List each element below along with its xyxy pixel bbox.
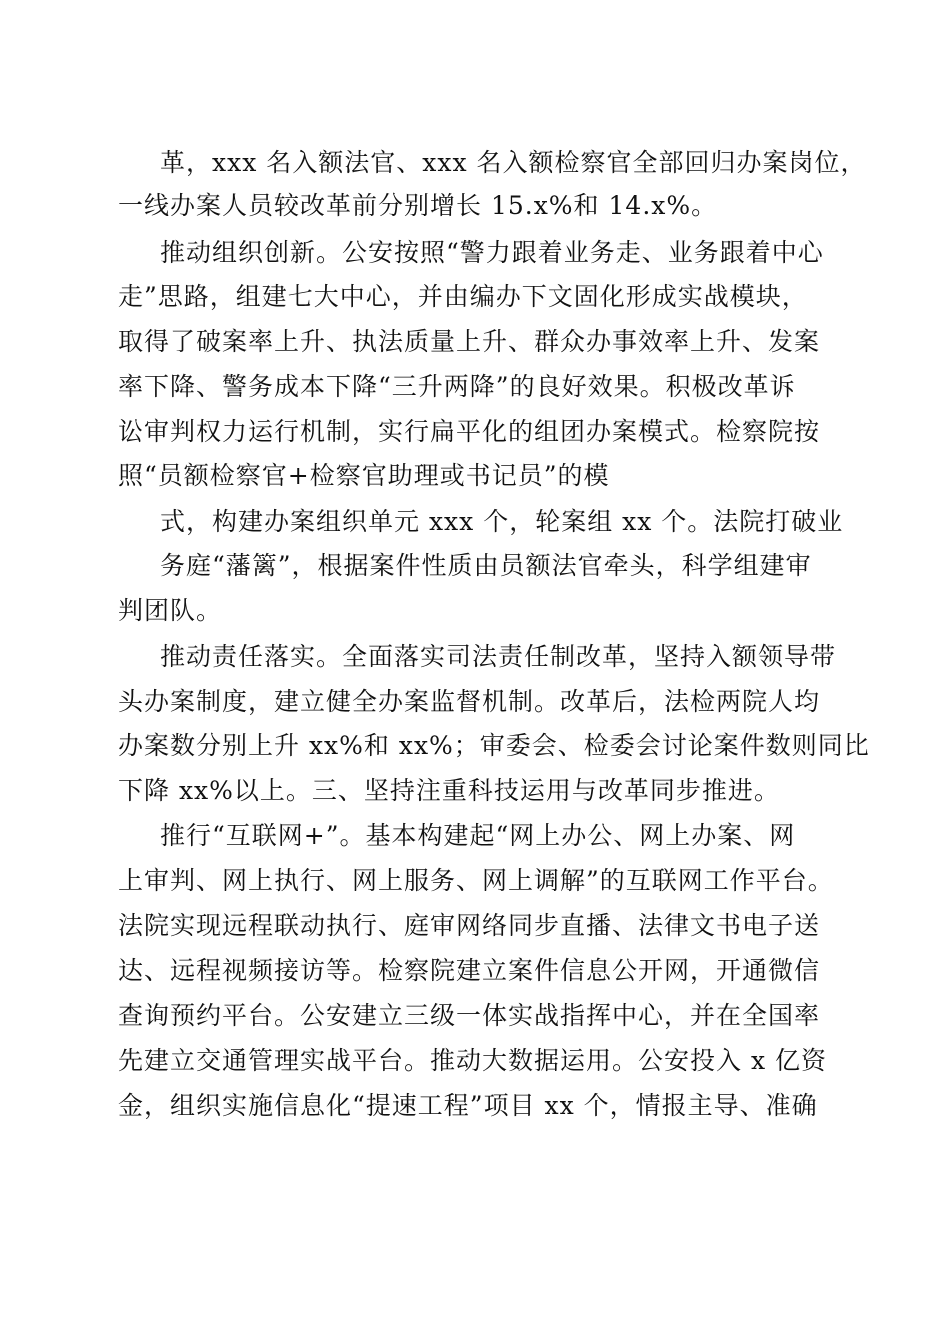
text-line: 办案数分别上升 xx%和 xx%；审委会、检委会讨论案件数则同比 — [118, 731, 870, 760]
text-line: 下降 xx%以上。三、坚持注重科技运用与改革同步推进。 — [118, 776, 780, 805]
text-line: 走”思路，组建七大中心，并由编办下文固化形成实战模块， — [118, 282, 808, 311]
text-line: 判团队。 — [118, 596, 223, 625]
text-line: 查询预约平台。公安建立三级一体实战指挥中心，并在全国率 — [118, 1001, 821, 1030]
text-line: 法院实现远程联动执行、庭审网络同步直播、法律文书电子送 — [118, 911, 821, 940]
text-line: 讼审判权力运行机制，实行扁平化的组团办案模式。检察院按 — [118, 417, 821, 446]
text-line: 推动组织创新。公安按照“警力跟着业务走、业务跟着中心 — [160, 238, 824, 267]
text-line: 务庭“藩篱”，根据案件性质由员额法官牵头，科学组建审 — [160, 551, 812, 580]
text-line: 一线办案人员较改革前分别增长 15.x%和 14.x%。 — [118, 191, 718, 220]
text-line: 式，构建办案组织单元 xxx 个，轮案组 xx 个。法院打破业 — [160, 507, 844, 536]
text-line: 推行“互联网+”。基本构建起“网上办公、网上办案、网 — [160, 821, 796, 850]
text-line: 先建立交通管理实战平台。推动大数据运用。公安投入 x 亿资 — [118, 1046, 827, 1075]
text-line: 金，组织实施信息化“提速工程”项目 xx 个，情报主导、准确 — [118, 1091, 818, 1120]
text-line: 革，xxx 名入额法官、xxx 名入额检察官全部回归办案岗位， — [160, 148, 867, 177]
text-line: 上审判、网上执行、网上服务、网上调解”的互联网工作平台。 — [118, 866, 834, 895]
text-line: 推动责任落实。全面落实司法责任制改革，坚持入额领导带 — [160, 642, 837, 671]
text-line: 照“员额检察官+检察官助理或书记员”的模 — [118, 461, 610, 490]
text-line: 达、远程视频接访等。检察院建立案件信息公开网，开通微信 — [118, 956, 821, 985]
text-line: 头办案制度，建立健全办案监督机制。改革后，法检两院人均 — [118, 687, 821, 716]
text-line: 率下降、警务成本下降“三升两降”的良好效果。积极改革诉 — [118, 372, 796, 401]
text-line: 取得了破案率上升、执法质量上升、群众办事效率上升、发案 — [118, 327, 821, 356]
